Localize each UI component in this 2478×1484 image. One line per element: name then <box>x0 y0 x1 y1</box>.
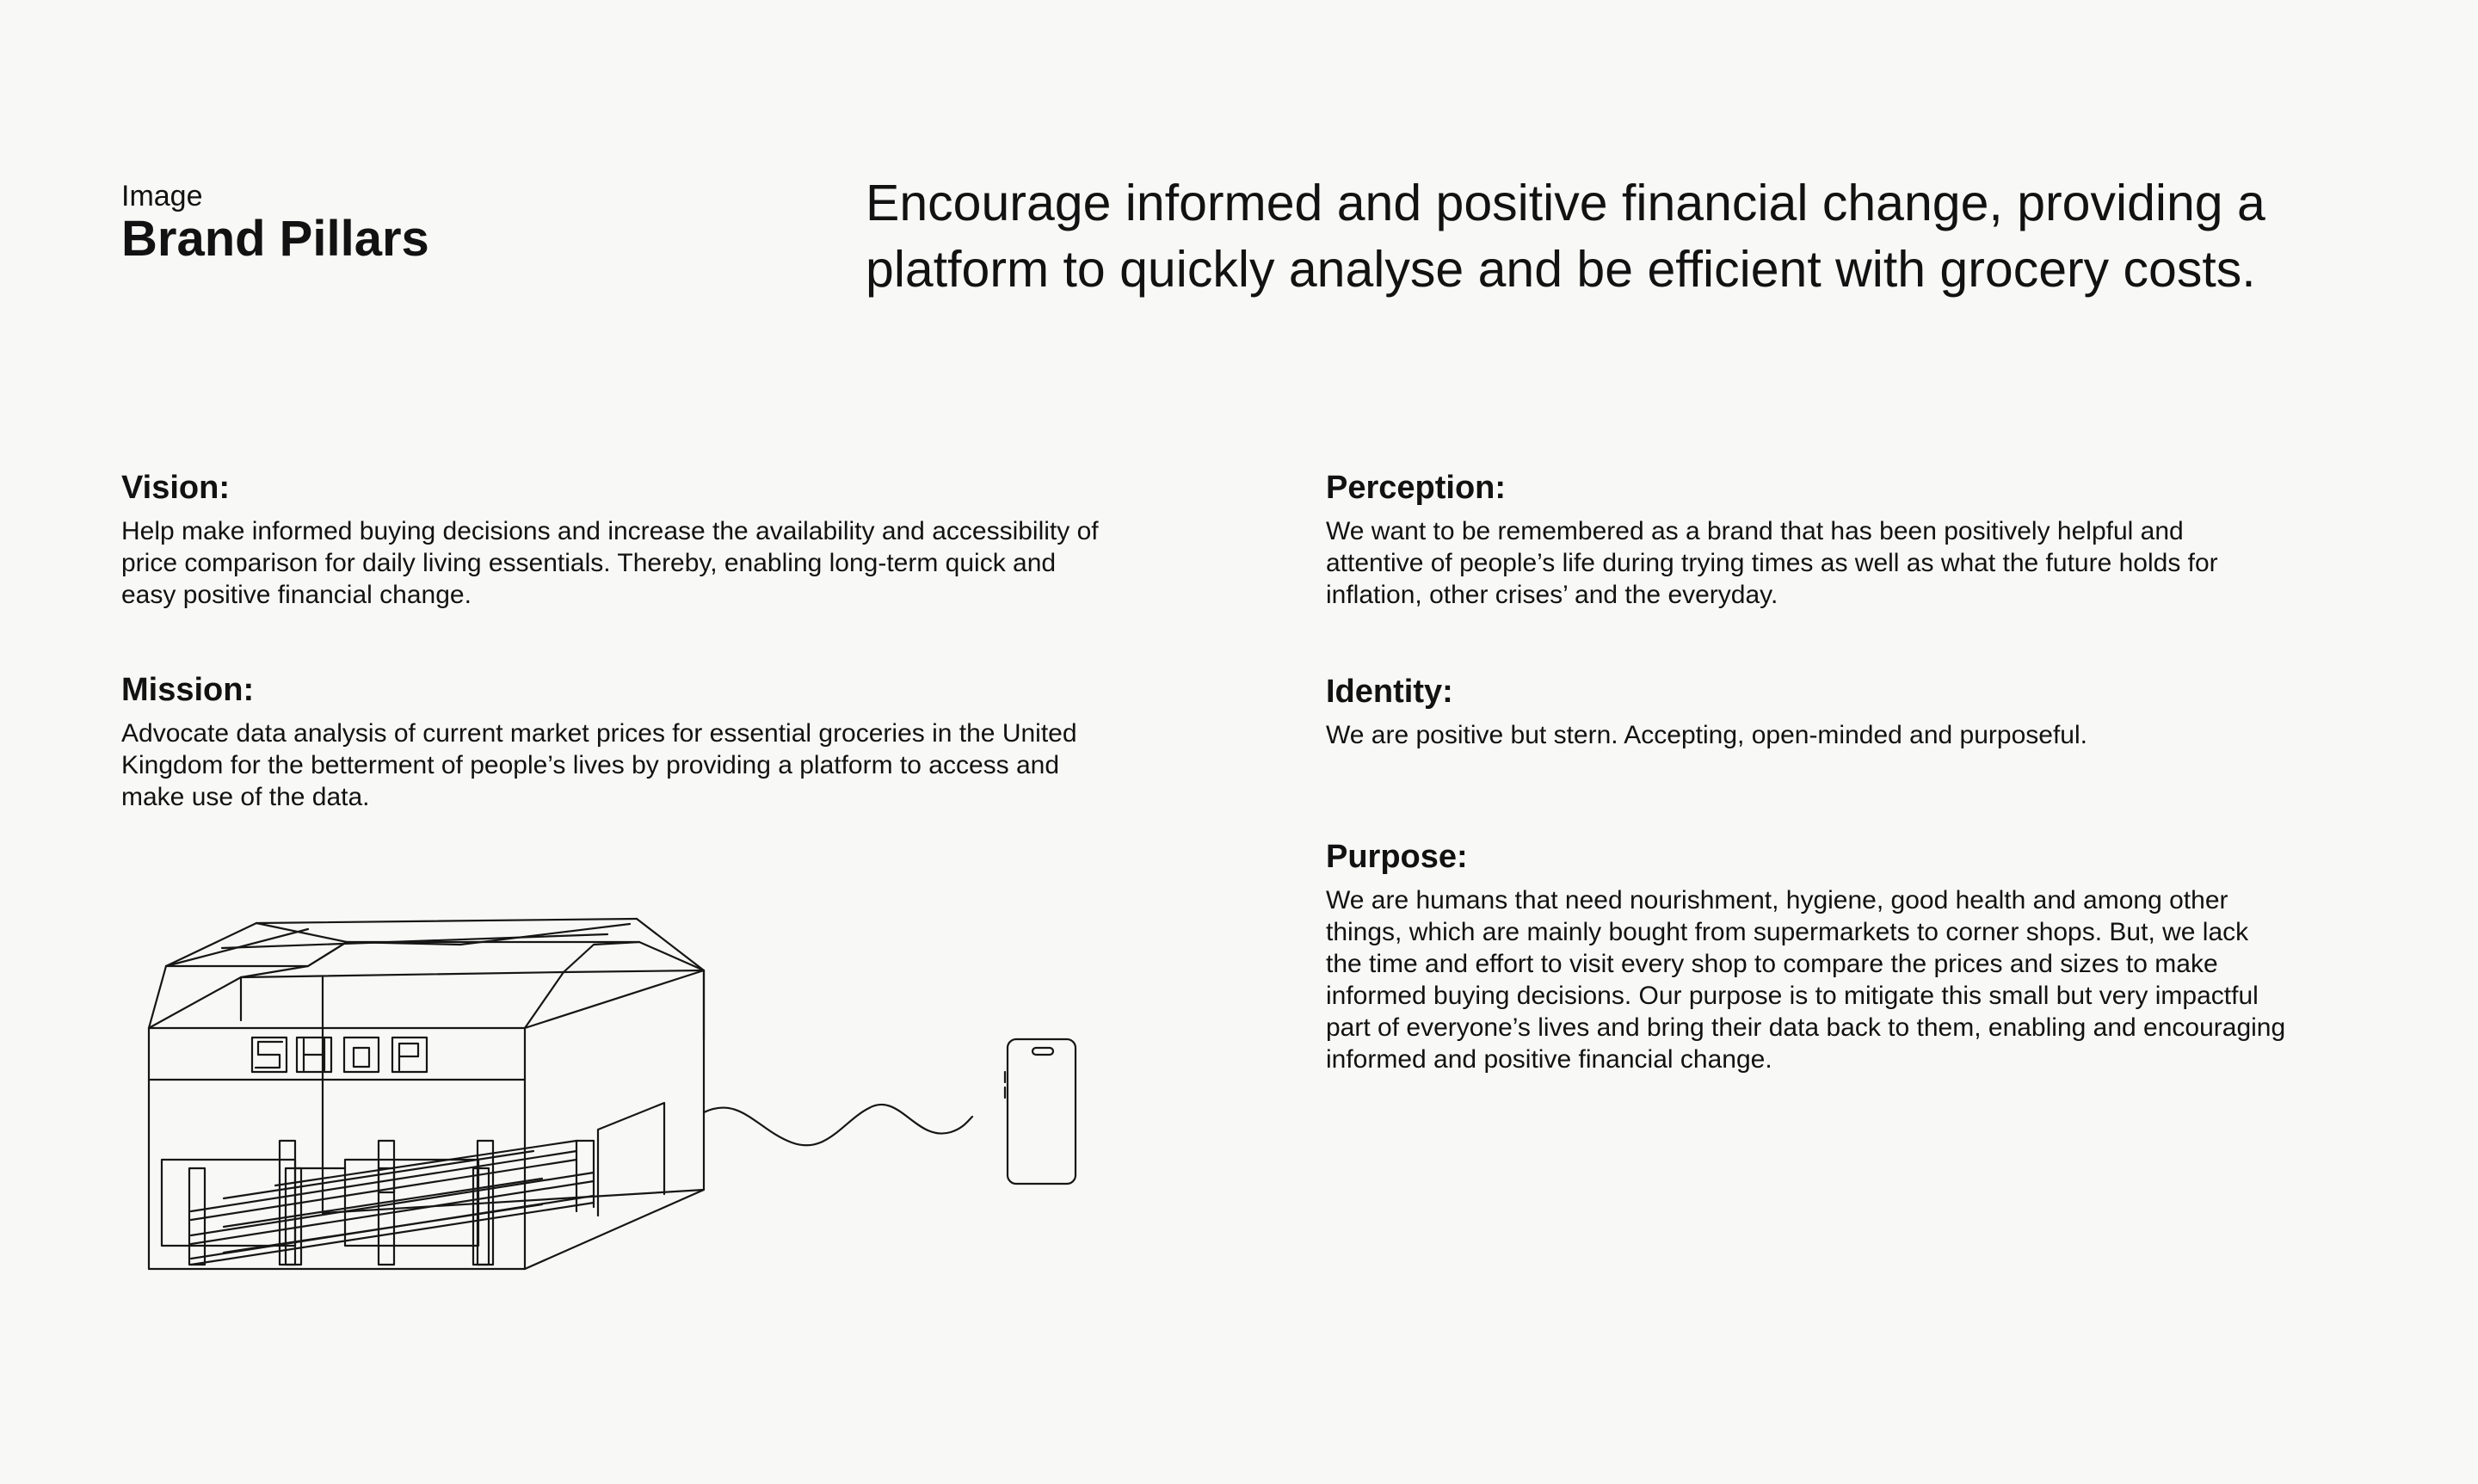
pillar-purpose-body: We are humans that need nourishment, hygiene, good health and among other things, which are mainly bought from supermarkets to corner shops. But, we lack the time and effort to visit every shop to compare the prices and sizes to make informed buying decisions. Our purpose is to mitigate this small but very impactful part of everyone’s lives and bring their data back to them, enabling and encouraging informed and positive financial change. <box>1326 886 2286 1074</box>
brand-tagline: Encourage informed and positive financial change, providing a platform to quickly analyse and be efficient with grocery costs. <box>866 175 2265 298</box>
pillar-mission <box>121 669 1111 813</box>
shop-building-icon <box>149 919 704 1269</box>
page-eyebrow: Image <box>121 180 203 212</box>
pillar-perception-body: We want to be remembered as a brand that has been positively helpful and attentive of people’s life during trying times as well as what the future holds for inflation, other crises’ and the everyday. <box>1326 517 2218 609</box>
smartphone-icon <box>1005 1039 1076 1184</box>
page-title: Brand Pillars <box>121 211 429 267</box>
pillar-mission-heading: Mission: <box>121 672 255 708</box>
pillar-identity <box>1326 671 2272 751</box>
shop-to-phone-illustration <box>138 910 1084 1289</box>
pillar-perception-heading: Perception: <box>1326 470 1507 506</box>
pillar-identity-heading: Identity: <box>1326 674 1453 710</box>
pillar-perception <box>1326 467 2229 611</box>
pillar-mission-body: Advocate data analysis of current market prices for essential groceries in the United Kingdom for the betterment of people’s lives by providing a platform to access and make use of the data. <box>121 719 1077 811</box>
pillar-vision-body: Help make informed buying decisions and increase the availability and accessibility of price comparison for daily living essentials. Thereby, enabling long-term quick and easy positive financial change. <box>121 517 1099 609</box>
pillar-identity-body: We are positive but stern. Accepting, open-minded and purposeful. <box>1326 721 2087 749</box>
pillar-purpose-heading: Purpose: <box>1326 839 1468 875</box>
pillar-vision <box>121 467 1111 611</box>
pillar-vision-heading: Vision: <box>121 470 230 506</box>
pillar-purpose <box>1326 836 2290 1075</box>
connection-cable-icon <box>704 1105 972 1145</box>
